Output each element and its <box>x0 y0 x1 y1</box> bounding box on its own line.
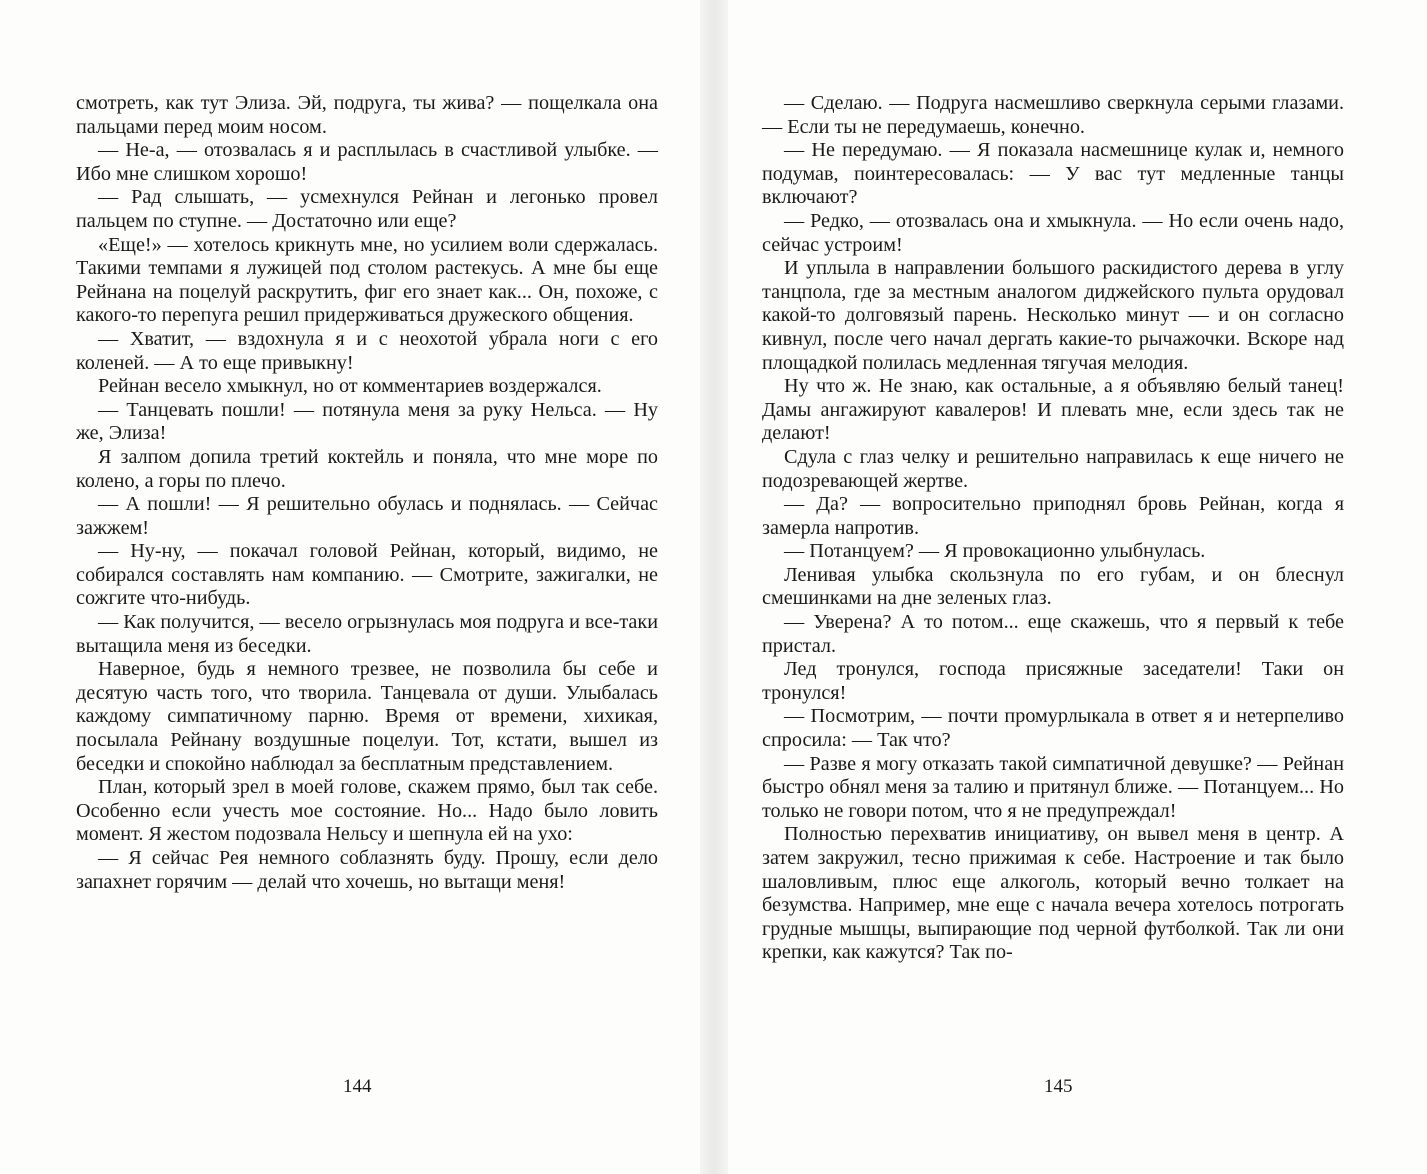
right-page-text <box>762 92 1344 965</box>
paragraph: И уплыла в направлении большого раскидистого дерева в углу танцпола, где за местным аналогом диджейского пульта орудовал какой-то долговязый парень. Несколько минут — и он согласно кивнул, после чего начал дергать какие-то рычажочки. Вскоре над площадкой полилась медленная тягучая мелодия. <box>762 257 1344 374</box>
paragraph: — Уверена? А то потом... еще скажешь, что я первый к тебе пристал. <box>762 611 1344 657</box>
paragraph: Я залпом допила третий коктейль и поняла, что мне море по колено, а горы по плечо. <box>76 445 658 492</box>
paragraph: — Танцевать пошли! — потянула меня за руку Нельса. — Ну же, Элиза! <box>76 398 658 445</box>
paragraph: — Ну-ну, — покачал головой Рейнан, который, видимо, не собирался составлять нам компанию. — Смотрите, зажигалки, не сожгите что-нибудь. <box>76 540 658 610</box>
paragraph: — Сделаю. — Подруга насмешливо сверкнула серыми глазами. — Если ты не передумаешь, конечно. <box>762 92 1344 138</box>
paragraph: Лед тронулся, господа присяжные заседатели! Таки он тронулся! <box>762 658 1344 704</box>
paragraph: — Посмотрим, — почти промурлыкала в ответ я и нетерпеливо спросила: — Так что? <box>762 705 1344 752</box>
left-page-number: 144 <box>343 1076 372 1097</box>
paragraph: смотреть, как тут Элиза. Эй, подруга, ты жива? — пощелкала она пальцами перед моим носом. <box>76 92 658 138</box>
paragraph: — Разве я могу отказать такой симпатичной девушке? — Рейнан быстро обнял меня за талию и притянул ближе. — Потанцуем... Но только не говори потом, что я не предупреждал! <box>762 752 1344 822</box>
paragraph: — А пошли! — Я решительно обулась и поднялась. — Сейчас зажжем! <box>76 493 658 539</box>
paragraph: — Я сейчас Рея немного соблазнять буду. Прошу, если дело запахнет горячим — делай что хочешь, но вытащи меня! <box>76 847 658 893</box>
paragraph: — Рад слышать, — усмехнулся Рейнан и легонько провел пальцем по ступне. — Достаточно или еще? <box>76 186 658 232</box>
paragraph: — Редко, — отозвалась она и хмыкнула. — Но если очень надо, сейчас устроим! <box>762 209 1344 256</box>
left-page-text <box>76 92 658 894</box>
right-page-number: 145 <box>1044 1076 1073 1097</box>
paragraph: — Как получится, — весело огрызнулась моя подруга и все-таки вытащила меня из беседки. <box>76 611 658 657</box>
paragraph: Сдула с глаз челку и решительно направилась к еще ничего не подозревающей жертве. <box>762 445 1344 492</box>
paragraph: Наверное, будь я немного трезвее, не позволила бы себе и десятую часть того, что творила. Танцевала от души. Улыбалась каждому симпатичному парню. Время от времени, хихикая, посылала Рейнану воздушные поцелуи. Тот, кстати, вышел из беседки и спокойно наблюдал за бесплатным представлением. <box>76 658 658 775</box>
paragraph: — Хватит, — вздохнула я и с неохотой убрала ноги с его коленей. — А то еще привыкну! <box>76 327 658 374</box>
paragraph: — Не-а, — отозвалась я и расплылась в счастливой улыбке. — Ибо мне слишком хорошо! <box>76 139 658 185</box>
paragraph: — Да? — вопросительно приподнял бровь Рейнан, когда я замерла напротив. <box>762 493 1344 539</box>
paragraph: Ну что ж. Не знаю, как остальные, а я объявляю белый танец! Дамы ангажируют кавалеров! И плевать мне, если здесь так не делают! <box>762 375 1344 445</box>
paragraph: — Потанцуем? — Я провокационно улыбнулась. <box>784 540 1206 563</box>
paragraph: Рейнан весело хмыкнул, но от комментариев воздержался. <box>98 375 602 398</box>
paragraph: «Еще!» — хотелось крикнуть мне, но усилием воли сдержалась. Такими темпами я лужицей под столом растекусь. А мне бы еще Рейнана на поцелуй раскрутить, фиг его знает как... Он, похоже, с какого-то перепуга решил придерживаться дружеского общения. <box>76 233 658 327</box>
paragraph: Полностью перехватив инициативу, он вывел меня в центр. А затем закружил, тесно прижимая к себе. Настроение и так было шаловливым, плюс еще алкоголь, который вечно толкает на безумства. Например, мне еще с начала вечера хотелось потрогать грудные мышцы, выпирающие под черной футболкой. Так ли они крепки, как кажутся? Так по- <box>762 823 1344 964</box>
paragraph: — Не передумаю. — Я показала насмешнице кулак и, немного подумав, поинтересовалась: — У вас тут медленные танцы включают? <box>762 139 1344 209</box>
paragraph: План, который зрел в моей голове, скажем прямо, был так себе. Особенно если учесть мое состояние. Но... Надо было ловить момент. Я жестом подозвала Нельсу и шепнула ей на ухо: <box>76 776 658 846</box>
paragraph: Ленивая улыбка скользнула по его губам, и он блеснул смешинками на дне зеленых глаз. <box>762 563 1344 610</box>
book-gutter <box>700 0 728 1174</box>
